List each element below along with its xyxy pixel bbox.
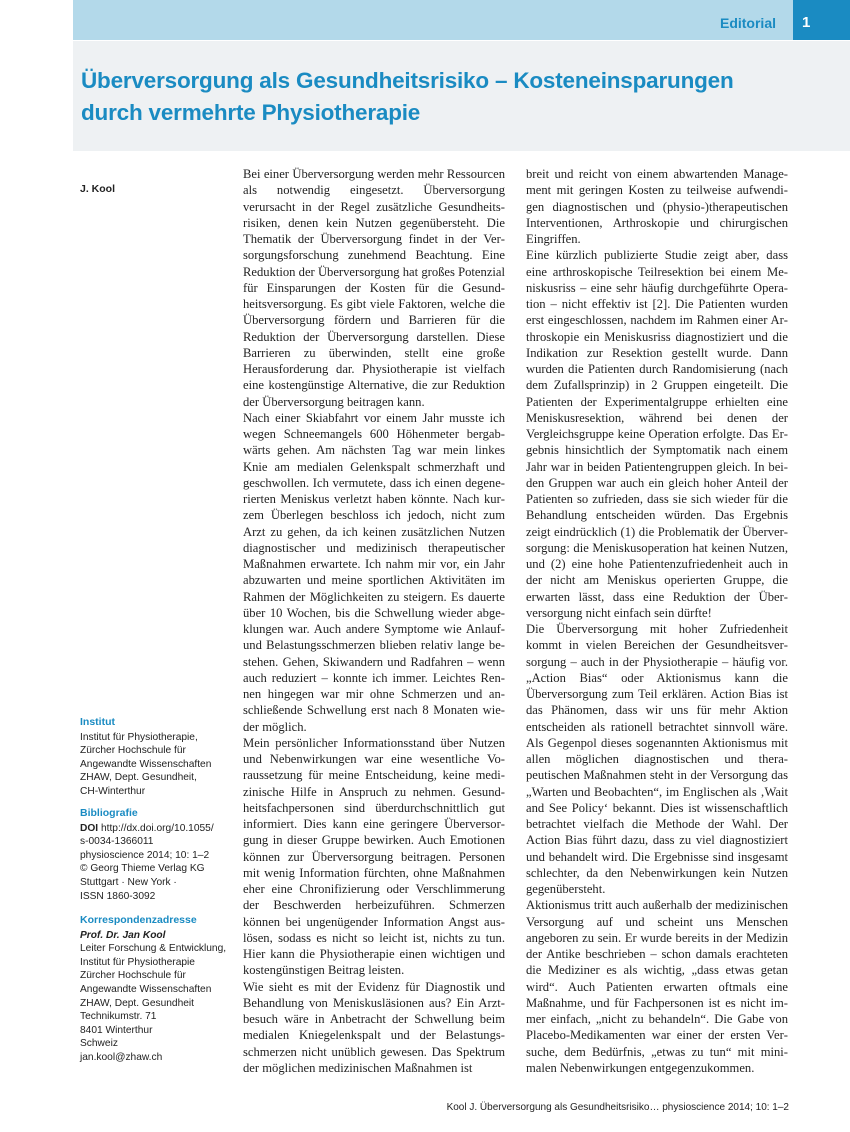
doi-label: DOI bbox=[80, 822, 99, 834]
correspondent-name: Prof. Dr. Jan Kool bbox=[80, 929, 166, 941]
institut-line: Institut für Physiotherapie, bbox=[80, 731, 198, 743]
paragraph: Bei einer Überversorgung werden mehr Ressourcen als notwendig eingesetzt. Überversorgung verursacht in der Regel zusätzliche Gesundheitsrisiken, denen kein Nutzen gegenübersteht. Die Thematik der Überversorgung findet in der Versorgungsforschung zunehmend Beachtung. Eine Reduktion der Überversorgung hat großes Potenzial für Einsparungen der Kosten für die Gesundheitsversorgung. Es gibt viele Faktoren, welche die Überversorgung fördern und Barrieren für die Reduktion der Überversorgung darstellen. Diese Barrieren zu überwinden, stellt eine große Herausforderung dar. Physiotherapie ist vielfach eine kostengünstige Alternative, die zur Reduktion der Überversorgung beitragen kann. bbox=[243, 167, 505, 409]
address-line: Technikumstr. 71 bbox=[80, 1011, 157, 1023]
korrespondenz-heading: Korrespondenzadresse bbox=[80, 914, 197, 926]
address-line: ZHAW, Dept. Gesundheit bbox=[80, 997, 194, 1009]
address-line: Angewandte Wissenschaften bbox=[80, 983, 212, 995]
page-number: 1 bbox=[802, 14, 811, 31]
institut-line: CH-Winterthur bbox=[80, 785, 146, 797]
bibliografie-line: physioscience 2014; 10: 1–2 bbox=[80, 849, 210, 861]
body-column-2 bbox=[526, 166, 788, 1076]
bibliografie-heading: Bibliografie bbox=[80, 807, 138, 819]
email-link[interactable]: jan.kool@zhaw.ch bbox=[80, 1051, 163, 1063]
article-title bbox=[81, 65, 821, 129]
bibliografie-line: ISSN 1860-3092 bbox=[80, 890, 156, 902]
address-line: Zürcher Hochschule für bbox=[80, 970, 186, 982]
footer-citation: Kool J. Überversorgung als Gesundheitsrisiko… physioscience 2014; 10: 1–2 bbox=[446, 1102, 789, 1113]
section-label: Editorial bbox=[719, 15, 776, 31]
institut-line: ZHAW, Dept. Gesundheit, bbox=[80, 772, 197, 784]
doi-line bbox=[80, 822, 230, 836]
paragraph: Nach einer Skiabfahrt vor einem Jahr musste ich wegen Schneemangels 600 Höhenmeter bergabwärts gehen. Am nächsten Tag war mein linkes Knie am medialen Gelenkspalt schmerzhaft und geschwollen. Ich vermutete, dass ich einen degenerierten Meniskus verletzt haben könnte. Nach kurzem Überlegen beschloss ich jedoch, nicht zum Arzt zu gehen, da ich keinen zusätzlichen Nutzen diagnostischer und medizinisch therapeutischer Maßnahmen erwartete. Ich nahm mir vor, ein Jahr abzuwarten und meine sportlichen Aktivitäten im Rahmen der Möglichkeiten zu steigern. Es dauerte über 10 Wochen, bis die Schwellung wieder abgeklungen war. Auch andere Symptome wie Anlauf- und Belastungsschmerzen blieben relativ lange bestehen. Gehen, Skiwandern und Radfahren – wenn auch reduziert – konnte ich immer. Leichtes Rennen hingegen war mir ohne Schmerzen und anschließende Schwellung erst nach 8 Monaten wieder möglich. bbox=[243, 410, 505, 734]
paragraph: Die Überversorgung mit hoher Zufriedenheit kommt in vielen Bereichen der Gesundheitsversorgung – auch in der Physiotherapie – häufig vor. „Action Bias“ oder Aktionismus kann die Überversorgung zum Teil erklären. Action Bias ist das Phänomen, dass wir uns für mehr Aktion entscheiden als rationell betrachtet sinnvoll wäre. Als Gegenpol dieses sogenannten Aktionismus mit allen möglichen diagnostischen und therapeutischen Maßnahmen steht in der Versorgung das „Warten und Beobachten“, im Englischen als ‚Wait and See Policy‘ bekannt. Dies ist wissenschaftlich betrachtet vielfach die Methode der Wahl. Der Action Bias führt dazu, dass zu viel diagnostiziert und behandelt wird. Die Ergebnisse sind insgesamt schlechter, da den Nebenwirkungen kein Nutzen gegenübersteht. bbox=[526, 622, 788, 896]
address-line: Leiter Forschung & Entwicklung, bbox=[80, 943, 227, 955]
paragraph: Mein persönlicher Informationsstand über Nutzen und Nebenwirkungen war eine wesentliche Voraussetzung für meine Entscheidung, keine medizinische Hilfe in Anspruch zu nehmen. Gesundheitsfachpersonen sind überdurchschnittlich gut informiert. Dies kann eine geringere Überversorgung in dieser Gruppe bewirken. Auch Emotionen können zur Überversorgung beitragen. Personen mit wenig Information fürchten, ohne Maßnahmen eher eine Chronifizierung oder Verschlimmerung der Beschwerden herbeizuführen. Schmerzen können bei ungenügender Information Angst auslösen, sodass es nicht so leicht ist, nichts zu tun. Hier kann die Physiotherapie einen wichtigen und kostengünstigen Beitrag leisten. bbox=[243, 735, 505, 978]
paragraph: breit und reicht von einem abwartenden Management mit geringen Kosten zu teilweise aufwendigen diagnostischen und (physio-)therapeutischen Interventionen, Arthroskopie und chirurgischen Eingriffen. bbox=[526, 167, 788, 246]
title-line-2: durch vermehrte Physiotherapie bbox=[81, 100, 421, 125]
sidebar-korrespondenz bbox=[80, 914, 230, 1065]
address-line: Institut für Physiotherapie bbox=[80, 956, 195, 968]
sidebar-bibliografie bbox=[80, 807, 230, 903]
page-number-box bbox=[793, 0, 850, 40]
institut-line: Zürcher Hochschule für bbox=[80, 745, 186, 757]
institut-heading: Institut bbox=[80, 716, 115, 728]
title-line-1: Überversorgung als Gesundheitsrisiko – Kosteneinsparungen bbox=[81, 68, 734, 93]
paragraph: Eine kürzlich publizierte Studie zeigt aber, dass eine arthroskopische Teilresektion bei einem Meniskusriss – eine sehr häufig durchgeführte Operation – nicht effektiv ist [2]. Die Patienten wurden erst eingeschlossen, nachdem im Rahmen einer Arthroskopie ein Meniskusriss diagnostiziert und die Indikation zur Resektion gestellt wurde. Dann wurden die Patienten durch Randomisierung (nach dem Zufallsprinzip) in 2 Gruppen eingeteilt. Die Patienten der Experimentalgruppe erhielten eine Meniskusresektion, während bei denen der Vergleichsgruppe keine Operation erfolgte. Das Ergebnis hinsichtlich der Symptomatik nach einem Jahr war in beiden Patientengruppen gleich. In beiden Gruppen war auch ein gleich hoher Anteil der Patienten so zufrieden, dass sie sich wieder für die Behandlung entscheiden würden. Das Ergebnis zeigt eindrücklich (1) die Problematik der Überversorgung: die Meniskusoperation hat keinen Nutzen, und (2) eine hohe Patientenzufriedenheit auch in der nicht am Meniskus operierten Gruppe, die erwarten lässt, dass eine Reduktion der Überversorgung nicht einfach sein dürfte! bbox=[526, 248, 788, 620]
paragraph: Wie sieht es mit der Evidenz für Diagnostik und Behandlung von Meniskusläsionen aus? Ein Arztbesuch wäre in Anbetracht der Schwellung beim medialen Kniegelenkspalt und der Belastungsschmerzen nicht unüblich gewesen. Das Spektrum der möglichen medizinischen Maßnahmen ist bbox=[243, 979, 505, 1075]
address-line: Schweiz bbox=[80, 1038, 118, 1050]
bibliografie-line: © Georg Thieme Verlag KG bbox=[80, 863, 205, 875]
sidebar-institut bbox=[80, 716, 230, 799]
bibliografie-line: s-0034-1366011 bbox=[80, 836, 154, 848]
bibliografie-line: Stuttgart · New York · bbox=[80, 876, 177, 888]
author: J. Kool bbox=[80, 183, 116, 195]
doi-link[interactable]: http://dx.doi.org/10.1055/ bbox=[100, 822, 214, 834]
body-column-1 bbox=[243, 166, 505, 1076]
address-line: 8401 Winterthur bbox=[80, 1024, 153, 1036]
title-block bbox=[73, 40, 850, 151]
paragraph: Aktionismus tritt auch außerhalb der medizinischen Versorgung auf und scheint uns Menschen angeboren zu sein. Er wurde bereits in der Medizin der Antike beschrieben – schon damals erachteten die Mediziner es als wichtig, „dass etwas getan wird“. Auch Patienten erwarten oftmals eine Maßnahme, und für Fachpersonen ist es nicht immer einfach, „nicht zu behandeln“. Die Gabe von Placebo-Medikamenten war einer der ersten Versuche, dem Bedürfnis, „etwas zu tun“ mit minimalen Nebenwirkungen entgegenzukommen. bbox=[526, 898, 788, 1075]
institut-line: Angewandte Wissenschaften bbox=[80, 758, 212, 770]
